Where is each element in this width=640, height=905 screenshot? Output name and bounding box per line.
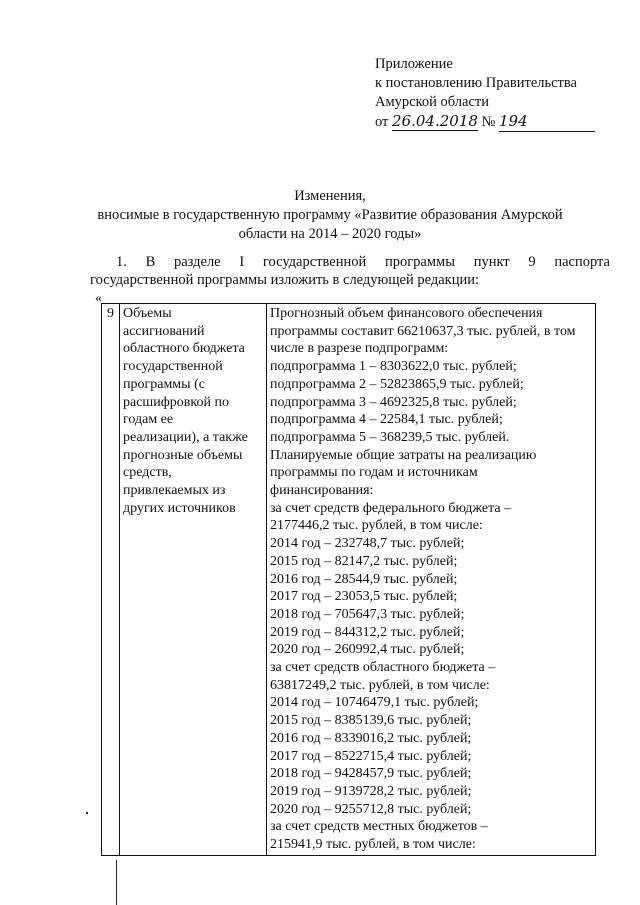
appendix-resolution-line: к постановлению Правительства (375, 75, 577, 91)
right-cell-line: 2177446,2 тыс. рублей, в том числе: (270, 518, 483, 534)
left-cell-line: реализации), а также (123, 429, 248, 445)
right-cell-line: 2018 год – 705647,3 тыс. рублей; (270, 606, 465, 622)
right-cell-line: Прогнозный объем финансового обеспечения (270, 306, 543, 321)
left-cell-line: ассигнований (123, 323, 205, 339)
from-label: от (375, 114, 389, 130)
right-cell-line: 2019 год – 844312,2 тыс. рублей; (270, 624, 465, 640)
paragraph-word: 1. (116, 254, 127, 270)
right-cell-line: подпрограмма 5 – 368239,5 тыс. рублей. (270, 429, 510, 445)
right-cell-line: 2017 год – 23053,5 тыс. рублей; (270, 589, 458, 605)
left-cell-line: областного бюджета (123, 341, 245, 357)
appendix-date-line (375, 112, 595, 132)
right-cell-line: подпрограмма 1 – 8303622,0 тыс. рублей; (270, 359, 517, 375)
right-cell-line: 2017 год – 8522715,4 тыс. рублей; (270, 748, 472, 764)
number-sign: № (481, 114, 496, 130)
document-title (80, 187, 580, 244)
paragraph-word: государственной (262, 254, 367, 270)
left-cell-line: государственной (123, 359, 223, 375)
left-cell-line: прогнозные объемы (123, 447, 243, 463)
handwritten-number: 194 (499, 112, 595, 132)
paragraph-word: программы (384, 254, 455, 270)
left-cell-line: средств, (123, 465, 172, 481)
right-cell-line: программы составит 66210637,3 тыс. рублей, в том (270, 323, 576, 339)
right-cell-line: подпрограмма 2 – 52823865,9 тыс. рублей; (270, 376, 524, 392)
right-cell-line: 63817249,2 тыс. рублей, в том числе: (270, 677, 490, 693)
right-cell-line: подпрограмма 3 – 4692325,8 тыс. рублей; (270, 394, 517, 410)
right-cell-line: 2019 год – 9139728,2 тыс. рублей; (270, 783, 472, 799)
right-cell-line: 2016 год – 8339016,2 тыс. рублей; (270, 730, 472, 746)
opening-quote: « (95, 291, 102, 306)
paragraph-word: 9 (528, 254, 536, 270)
left-cell-line: других источников (123, 500, 236, 516)
left-description-cell (120, 304, 267, 856)
right-cell-line: 2015 год – 8385139,6 тыс. рублей; (270, 713, 472, 729)
left-cell-line: программы (с (123, 376, 205, 392)
left-cell-line: расшифровкой по (123, 394, 229, 410)
paragraph-word: паспорта (554, 254, 610, 270)
right-cell-line: за счет средств федерального бюджета – (270, 500, 512, 516)
paragraph-word: I (239, 254, 245, 270)
right-cell-line: числе в разрезе подпрограмм: (270, 341, 449, 357)
right-cell-line: 2020 год – 260992,4 тыс. рублей; (270, 642, 465, 658)
paragraph-word: пункт (473, 254, 510, 270)
right-cell-line: финансирования: (270, 483, 374, 499)
title-heading: Изменения, (294, 188, 366, 204)
appendix-title: Приложение (375, 56, 453, 72)
right-cell-line: за счет средств областного бюджета – (270, 660, 496, 676)
right-cell-line: подпрограмма 4 – 22584,1 тыс. рублей; (270, 412, 503, 428)
right-cell-line: 215941,9 тыс. рублей, в том числе: (270, 837, 476, 853)
left-cell-line: привлекаемых из (123, 483, 226, 499)
left-cell-line: Объемы (123, 306, 172, 321)
row-number-cell: 9 (102, 304, 120, 856)
right-cell-line: 2014 год – 232748,7 тыс. рублей; (270, 536, 465, 552)
handwritten-date: 26.04.2018 (392, 112, 478, 130)
scan-dot (86, 812, 88, 814)
paragraph-word: В (145, 254, 156, 270)
title-subline-2: области на 2014 – 2020 годы» (238, 226, 422, 242)
passport-table (101, 303, 596, 856)
margin-mark (116, 860, 117, 905)
right-cell-line: программы по годам и источникам (270, 465, 478, 481)
right-cell-line: 2018 год – 9428457,9 тыс. рублей; (270, 766, 472, 782)
appendix-region-line: Амурской области (375, 94, 489, 110)
right-cell-line: 2016 год – 28544,9 тыс. рублей; (270, 571, 458, 587)
right-cell-line: 2020 год – 9255712,8 тыс. рублей; (270, 801, 472, 817)
left-cell-line: годам ее (123, 412, 174, 428)
right-cell-line: Планируемые общие затраты на реализацию (270, 447, 537, 463)
paragraph-word: разделе (173, 254, 221, 270)
right-content-cell (267, 304, 596, 856)
paragraph-line-1 (90, 253, 610, 271)
title-subline-1: вносимые в государственную программу «Развитие образования Амурской (97, 207, 563, 223)
right-cell-line: за счет средств местных бюджетов – (270, 819, 488, 835)
paragraph-1 (90, 253, 610, 289)
table-row (102, 304, 596, 856)
right-cell-line: 2015 год – 82147,2 тыс. рублей; (270, 553, 458, 569)
paragraph-line-2: государственной программы изложить в следующей редакции: (90, 272, 480, 288)
appendix-block (375, 55, 595, 132)
right-cell-line: 2014 год – 10746479,1 тыс. рублей; (270, 695, 479, 711)
